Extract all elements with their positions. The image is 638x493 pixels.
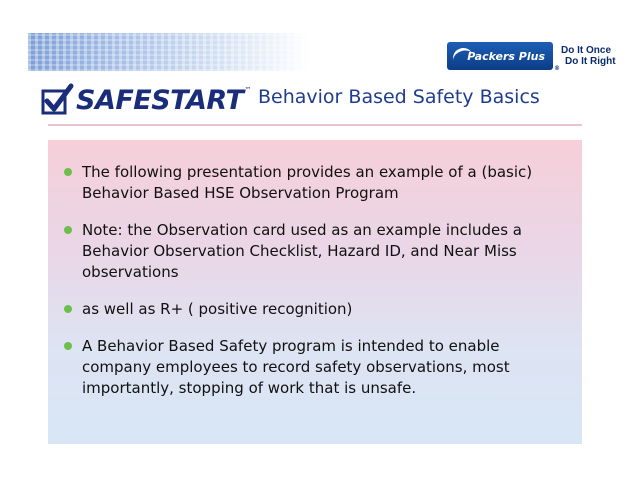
trademark-mark: ™	[244, 86, 252, 94]
tagline-line-1: Do It Once	[561, 45, 612, 56]
partner-tagline	[561, 45, 616, 67]
safestart-logo	[40, 80, 251, 120]
logo-wordmark: SAFESTART	[76, 84, 244, 116]
header-divider	[48, 124, 582, 126]
bullet-dot-icon	[64, 168, 72, 176]
bullet-dot-icon	[64, 226, 72, 234]
bullet-item	[64, 162, 570, 204]
bullet-item	[64, 299, 570, 320]
bullet-text: A Behavior Based Safety program is intended to enable company employees to record safety observations, most importantly, stopping of work that is unsafe.	[82, 337, 510, 397]
bullet-dot-icon	[64, 342, 72, 350]
bullet-dot-icon	[64, 305, 72, 313]
bullet-panel	[48, 140, 582, 444]
packers-plus-badge	[447, 42, 560, 72]
decorative-header-band	[28, 33, 310, 71]
partner-name: Packers Plus	[467, 49, 545, 63]
bullet-text: The following presentation provides an example of a (basic) Behavior Based HSE Observation Program	[82, 163, 533, 202]
partner-logo	[447, 42, 616, 70]
bullet-item	[64, 220, 570, 283]
registered-mark: ®	[554, 65, 560, 72]
slide-title: Behavior Based Safety Basics	[258, 86, 540, 108]
checkbox-logo-icon	[40, 83, 74, 117]
bullet-item	[64, 336, 570, 399]
tagline-line-2: Do It Right	[565, 56, 616, 67]
bullet-text: Note: the Observation card used as an example includes a Behavior Observation Checklist, Hazard ID, and Near Miss observations	[82, 221, 522, 281]
bullet-text: as well as R+ ( positive recognition)	[82, 300, 353, 318]
